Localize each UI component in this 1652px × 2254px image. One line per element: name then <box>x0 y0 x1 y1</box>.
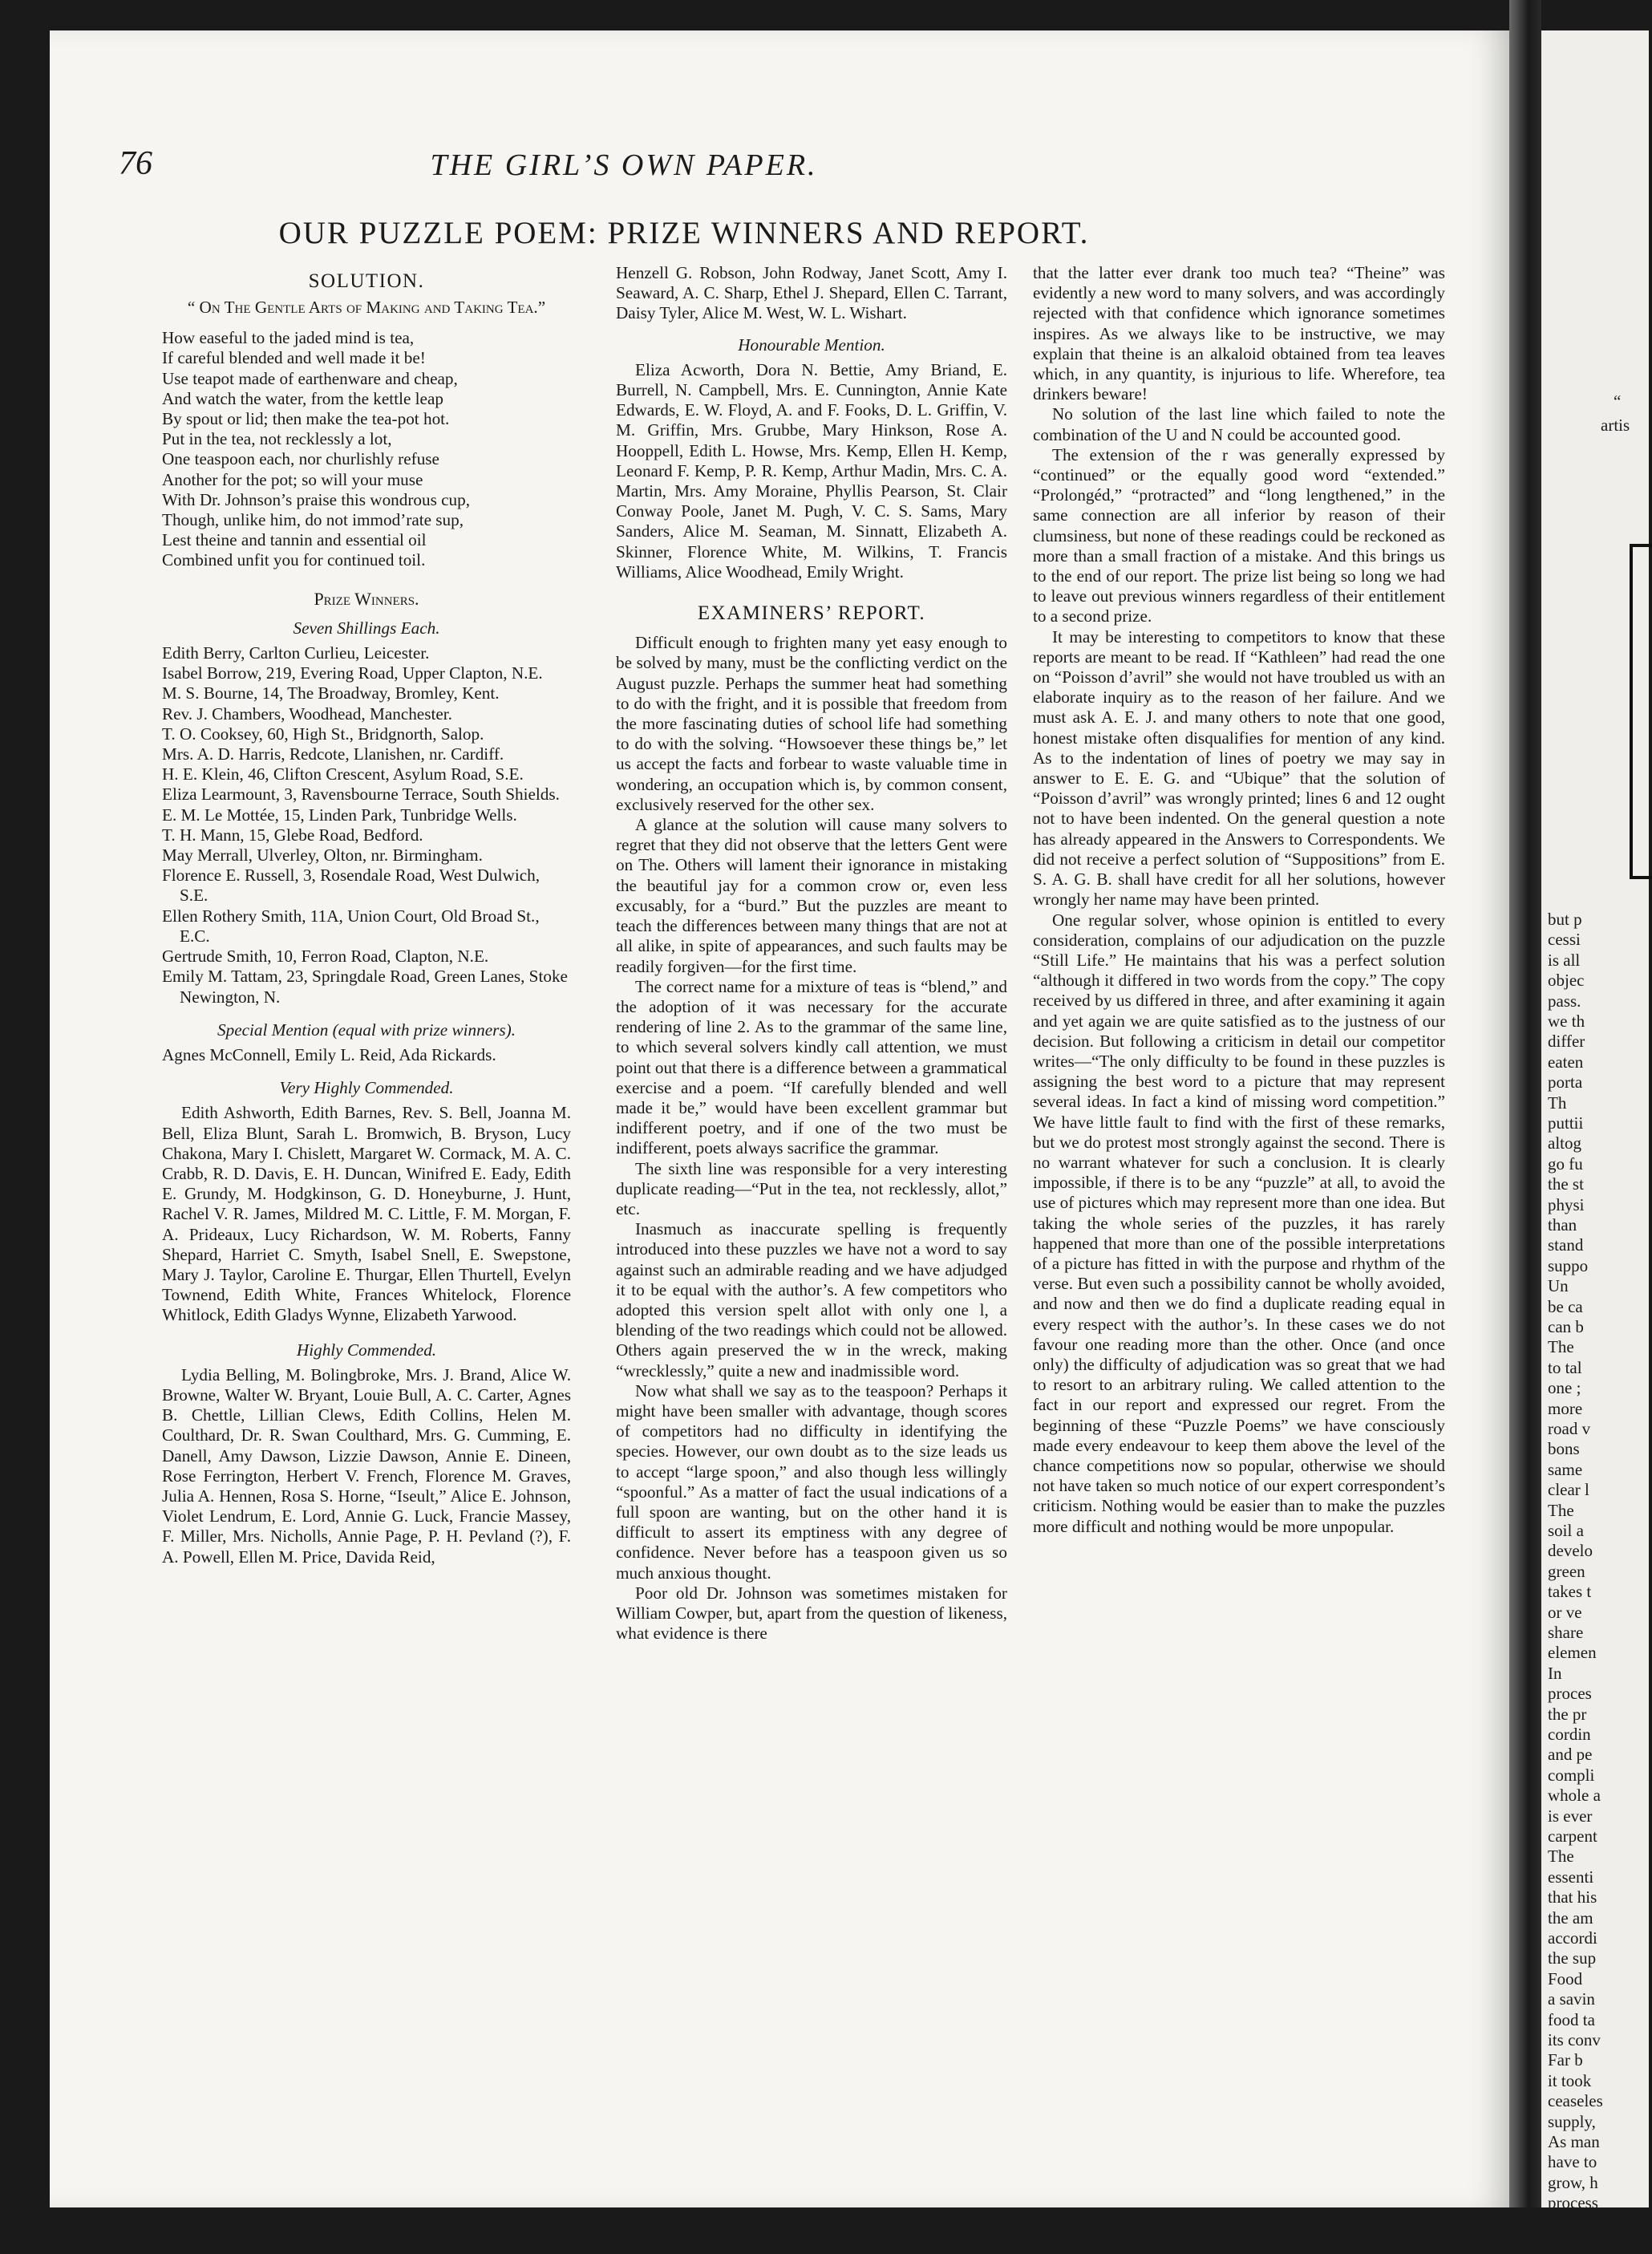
adjacent-text-fragment: more <box>1548 1398 1583 1418</box>
poem-line: Though, unlike him, do not immod’rate sup, <box>162 510 464 530</box>
adjacent-text-fragment: be ca <box>1548 1296 1583 1316</box>
journal-title: THE GIRL’S OWN PAPER. <box>430 148 818 182</box>
report-paragraph: It may be interesting to competitors to know that these reports are meant to be read. If “Kathleen” had read the one on “Poisson d’avril” she would not have troubled us with an elaborate inquiry as to the reason of her failure. And we must ask A. E. J. and many others to note that one good, honest mistake often disqualifies for mention of any kind. As to the indentation of lines of poetry we may say in answer to E. E. G. and “Ubique” that the solution of “Poisson d’avril” was wrongly printed; lines 6 and 12 ought not to have been indented. On the general question a note has already appeared in the Answers to Correspondents. We did not receive a perfect solution of “Suppositions” from E. S. A. G. B. shall have credit for all her solutions, however wrongly her name may have been printed. <box>1033 626 1445 910</box>
poem-line: And watch the water, from the kettle leap <box>162 388 443 408</box>
adjacent-text-fragment: govern <box>1548 2213 1595 2233</box>
adjacent-page-fragment <box>1541 30 1649 2253</box>
column-2 <box>616 263 1007 1644</box>
adjacent-text-fragment: eaten <box>1548 1052 1584 1072</box>
adjacent-text-fragment: pass. <box>1548 991 1581 1011</box>
adjacent-text-fragment: artis <box>1601 416 1630 435</box>
prize-winners-heading: Prize Winners. <box>314 588 419 609</box>
column-1 <box>162 263 571 1567</box>
report-paragraph: Poor old Dr. Johnson was sometimes mistaken for William Cowper, but, apart from the question of likeness, what evidence is there <box>616 1583 1007 1644</box>
adjacent-text-fragment: Food <box>1548 1968 1583 1988</box>
adjacent-text-fragment: altog <box>1548 1133 1581 1153</box>
adjacent-text-fragment: Far b <box>1548 2050 1583 2070</box>
adjacent-text-fragment: compli <box>1548 1765 1595 1785</box>
solution-poem <box>162 328 571 570</box>
adjacent-illustration-frame <box>1630 544 1652 879</box>
report-paragraph: Inasmuch as inaccurate spelling is frequently introduced into these puzzles we have not a word to say against such an admirable reading and we have adjudged it to be equal with the author’s. A few competitors who adopted this version spelt allot with only one l, a blending of the two readings which could not be allowed. Others again preserved the w in the wreck, making “wrecklessly,” quite a new and inadmissible word. <box>616 1219 1007 1380</box>
adjacent-text-fragment: same <box>1548 1459 1583 1479</box>
very-highly-commended-text: Edith Ashworth, Edith Barnes, Rev. S. Bell, Joanna M. Bell, Eliza Blunt, Sarah L. Bromwich, B. Bryson, Lucy Chakona, Mary I. Chislett, Margaret W. Cormack, M. A. C. Crabb, R. D. Davis, E. H. Duncan, Winifred E. Eady, Edith E. Grundy, M. Hodgkinson, G. D. Honeyburne, J. Hunt, Rachel V. R. James, Mildred M. C. Little, F. M. Morgan, F. A. Prideaux, Lucy Richardson, W. M. Roberts, Fanny Shepard, Harriet C. Smyth, Isabel Snell, E. Swepstone, Mary J. Taylor, Caroline E. Thurgar, Ellen Thurtell, Evelyn Townend, Edith White, Frances Whitelock, Florence Whitlock, Edith Gladys Wynne, Elizabeth Yarwood. <box>162 1103 571 1325</box>
book-gutter <box>1509 0 1541 2207</box>
adjacent-text-fragment: differ <box>1548 1032 1585 1052</box>
highly-commended-heading: Highly Commended. <box>296 1340 437 1360</box>
adjacent-text-fragment: takes t <box>1548 1582 1592 1602</box>
adjacent-text-fragment: The <box>1548 1847 1574 1867</box>
adjacent-text-fragment: Un <box>1548 1276 1569 1296</box>
adjacent-text-fragment: whole a <box>1548 1786 1601 1806</box>
winner-entry: Edith Berry, Carlton Curlieu, Leicester. <box>162 643 430 663</box>
poem-line: Lest theine and tannin and essential oil <box>162 530 427 550</box>
adjacent-text-fragment: process <box>1548 2193 1598 2213</box>
poem-line: Use teapot made of earthenware and cheap, <box>162 368 458 388</box>
seven-shillings-heading: Seven Shillings Each. <box>293 618 440 638</box>
page-number: 76 <box>119 145 152 182</box>
poem-line: One teaspoon each, nor churlishly refuse <box>162 449 439 469</box>
adjacent-text-fragment: physi <box>1548 1194 1585 1214</box>
solution-heading: SOLUTION. <box>308 270 425 292</box>
adjacent-text-fragment: is all <box>1548 950 1581 970</box>
winner-entry: E. M. Le Mottée, 15, Linden Park, Tunbridge Wells. <box>162 805 517 825</box>
adjacent-text-fragment: As man <box>1548 2132 1600 2151</box>
poem-line: Put in the tea, not recklessly a lot, <box>162 429 392 449</box>
poem-line: Combined unfit you for continued toil. <box>162 550 426 570</box>
adjacent-text-fragment: than <box>1548 1215 1577 1234</box>
adjacent-text-fragment: have to <box>1548 2152 1597 2172</box>
winner-entry: Emily M. Tattam, 23, Springdale Road, Green Lanes, Stoke Newington, N. <box>162 967 568 1007</box>
adjacent-text-fragment: it took <box>1548 2070 1592 2090</box>
adjacent-text-fragment: accordi <box>1548 1928 1597 1948</box>
adjacent-text-fragment: “ <box>1614 391 1622 411</box>
adjacent-text-fragment: grow, h <box>1548 2172 1598 2192</box>
adjacent-text-fragment: cessi <box>1548 930 1581 950</box>
report-paragraph: No solution of the last line which failed to note the combination of the U and N could be accounted good. <box>1033 404 1445 444</box>
adjacent-text-fragment: the pr <box>1548 1704 1587 1724</box>
honourable-mention-heading: Honourable Mention. <box>738 334 885 355</box>
report-paragraph: The extension of the r was generally expressed by “continued” or the equally good word “extended.” “Prolongéd,” “protracted” and “long lengthened,” in the same connection are all inferior by reason of their clumsiness, but none of these readings could be reckoned as more than a small fraction of a mistake. And this brings us to the end of our report. The prize list being so long we had to leave out previous winners regardless of their entitlement to a second prize. <box>1033 444 1445 626</box>
adjacent-text-fragment: soil a <box>1548 1521 1584 1540</box>
report-paragraph: The sixth line was responsible for a very interesting duplicate reading—“Put in the tea, not recklessly, allot,” etc. <box>616 1158 1007 1218</box>
winner-entry: Rev. J. Chambers, Woodhead, Manchester. <box>162 703 452 724</box>
adjacent-text-fragment: supply, <box>1548 2111 1596 2131</box>
report-paragraph: One regular solver, whose opinion is entitled to every consideration, complains of our adjudication on the puzzle “Still Life.” He maintains that his was a perfect solution “although it differed in two words from the copy.” The copy received by us differed in three, and after examining it again and yet again we are quite satisfied as to the justness of our decision. But following a criticism in detail our competitor writes—“The only difficulty to be found in these puzzles is assigning the best word to a picture that may represent several ideas. In fact a kind of missing word competition.” We have little fault to find with the first of these remarks, but we do protest most strongly against the second. There is no warrant whatever for such a conclusion. It is clearly impossible, if there is to be any “puzzle” at all, to avoid the use of pictures which may represent more than one idea. But taking the whole series of the puzzles, it has rarely happened that more than one of the possible interpretations of a picture has fitted in with the purpose and rhythm of the verse. But even such a possibility cannot be wholly avoided, and now and then we do find a duplicate reading equal in every respect with the author’s. In these cases we do not favour one reading more than the other. Once (and once only) the difficulty of adjudication was so great that we had to resort to an arbitrary ruling. We called attention to the fact in our report and expressed our regret. From the beginning of these “Puzzle Poems” we have consciously made every endeavour to keep them above the level of the chance competitions now so popular, otherwise we should not have taken so much notice of our expert correspondent’s criticism. Nothing would be easier than to make the puzzles more difficult and nothing would be more unpopular. <box>1033 910 1445 1536</box>
adjacent-text-fragment: food ta <box>1548 2009 1595 2029</box>
adjacent-text-fragment: the sup <box>1548 1948 1597 1968</box>
winner-entry: Isabel Borrow, 219, Evering Road, Upper Clapton, N.E. <box>162 663 543 683</box>
adjacent-text-fragment: road v <box>1548 1419 1591 1438</box>
adjacent-text-fragment: The <box>1548 1337 1574 1357</box>
adjacent-text-fragment: or ve <box>1548 1602 1582 1622</box>
report-paragraph: Difficult enough to frighten many yet easy enough to be solved by many, must be the conflicting verdict on the August puzzle. Perhaps the summer heat had something to do with the fright, and it is possible that freedom from the more fascinating duties of school life had something to do with the solving. “Howsoever these things be,” let us accept the facts and forbear to waste valuable time in wondering, an occupation which is, by common consent, exclusively reserved for the other sex. <box>616 633 1007 814</box>
examiners-report-heading: EXAMINERS’ REPORT. <box>697 602 926 625</box>
winner-entry: T. O. Cooksey, 60, High St., Bridgnorth, Salop. <box>162 724 484 744</box>
adjacent-text-fragment: the am <box>1548 1907 1593 1928</box>
adjacent-text-fragment: puttii <box>1548 1113 1584 1133</box>
report-paragraphs-continued <box>1033 263 1445 1537</box>
highly-commended-continued: Henzell G. Robson, John Rodway, Janet Scott, Amy I. Seaward, A. C. Sharp, Ethel J. Shepard, Ellen C. Tarrant, Daisy Tyler, Alice M. West, W. L. Wishart. <box>616 263 1007 323</box>
special-mention-heading: Special Mention (equal with prize winners). <box>217 1020 516 1040</box>
page-header <box>119 144 1033 189</box>
adjacent-text-fragment: suppo <box>1548 1255 1589 1275</box>
adjacent-text-fragment: but p <box>1548 910 1582 929</box>
winner-entry: H. E. Klein, 46, Clifton Crescent, Asylum Road, S.E. <box>162 764 524 784</box>
adjacent-text-fragment: its conv <box>1548 2030 1601 2049</box>
adjacent-text-fragment: essenti <box>1548 1867 1594 1887</box>
winner-entry: Mrs. A. D. Harris, Redcote, Llanishen, nr. Cardiff. <box>162 744 504 764</box>
solution-subtitle: “ On The Gentle Arts of Making and Taking Tea.” <box>187 298 546 318</box>
winner-entry: Gertrude Smith, 10, Ferron Road, Clapton, N.E. <box>162 947 489 967</box>
article-title: OUR PUZZLE POEM: PRIZE WINNERS AND REPORT. <box>278 216 1090 250</box>
column-3 <box>1033 263 1445 1537</box>
adjacent-text-fragment: clear l <box>1548 1480 1589 1500</box>
winner-entry: M. S. Bourne, 14, The Broadway, Bromley, Kent. <box>162 683 500 703</box>
adjacent-text-fragment: is ever <box>1548 1806 1593 1826</box>
adjacent-text-fragment: a savin <box>1548 1989 1595 2009</box>
report-paragraph: A glance at the solution will cause many solvers to regret that they did not observe that the letters Gent were on The. Others will lament their ignorance in mistaking the beautiful jay for a common crow or, even less excusably, for a “burd.” But the puzzles are meant to teach the differences between many things that are not at all alike, in spite of appearances, and such faults may be readily forgiven—for the first time. <box>616 815 1007 976</box>
poem-line: If careful blended and well made it be! <box>162 348 426 368</box>
winner-entry: T. H. Mann, 15, Glebe Road, Bedford. <box>162 825 423 845</box>
adjacent-text-fragment: ceaseles <box>1548 2091 1603 2111</box>
adjacent-text-fragment: In <box>1548 1663 1562 1683</box>
winner-entry: Eliza Learmount, 3, Ravensbourne Terrace, South Shields. <box>162 784 560 805</box>
adjacent-text-fragment: long as <box>1548 2234 1597 2253</box>
adjacent-text-fragment: carpent <box>1548 1826 1597 1846</box>
adjacent-text-fragment: we th <box>1548 1011 1585 1031</box>
adjacent-text-fragment: one ; <box>1548 1378 1581 1398</box>
report-paragraph: Now what shall we say as to the teaspoon? Perhaps it might have been smaller with advantage, though scores of competitors had no difficulty in identifying the species. However, our own doubt as to the size leads us to accept “large spoon,” and also though less willingly “spoonful.” As a matter of fact the usual indications of a full spoon are wanting, but on the other hand it is difficult to assert its emptiness with any degree of confidence. Never before has a teaspoon given us so much anxious thought. <box>616 1380 1007 1583</box>
adjacent-text-fragment: the st <box>1548 1174 1584 1194</box>
adjacent-text-fragment: objec <box>1548 971 1585 991</box>
honourable-mention-text: Eliza Acworth, Dora N. Bettie, Amy Briand, E. Burrell, N. Campbell, Mrs. E. Cunnington, Annie Kate Edwards, E. W. Floyd, A. and F. Fooks, D. L. Griffin, V. M. Griffin, Mrs. Grubbe, Mary Hinkson, Rose A. Hooppell, Edith L. Howse, Mrs. Kemp, Ellen H. Kemp, Leonard F. Kemp, P. R. Kemp, Arthur Madin, Mrs. C. A. Martin, Mrs. Amy Moraine, Phyllis Pearson, St. Clair Conway Poole, Janet M. Pugh, V. C. S. Sams, Mary Sanders, Alice M. Seaman, M. Sinnatt, Elizabeth A. Skinner, Florence White, M. Wilkins, T. Francis Williams, Alice Woodhead, Emily Wright. <box>616 359 1007 582</box>
poem-line: How easeful to the jaded mind is tea, <box>162 328 415 348</box>
adjacent-text-fragment: that his <box>1548 1887 1597 1907</box>
poem-line: With Dr. Johnson’s praise this wondrous cup, <box>162 489 471 509</box>
special-mention-text: Agnes McConnell, Emily L. Reid, Ada Rickards. <box>162 1044 496 1064</box>
poem-line: Another for the pot; so will your muse <box>162 469 423 489</box>
adjacent-text-fragment: cordin <box>1548 1725 1591 1744</box>
adjacent-text-fragment: share <box>1548 1623 1584 1642</box>
winner-entry: May Merrall, Ulverley, Olton, nr. Birmingham. <box>162 845 483 866</box>
adjacent-text-fragment: green <box>1548 1561 1585 1581</box>
poem-line: By spout or lid; then make the tea-pot hot. <box>162 409 450 429</box>
report-paragraph: The correct name for a mixture of teas is “blend,” and the adoption of it was necessary for the accurate rendering of line 2. As to the grammar of the same line, to which several solvers kindly call attention, we must point out that there is a difference between a grammatical exercise and a poem. “If carefully blended and well made it be,” would have been excellent grammar but indifferent poetry, and if one of the two must be indifferent, poets always sacrifice the grammar. <box>616 976 1007 1158</box>
adjacent-text-fragment: to tal <box>1548 1357 1582 1377</box>
adjacent-text-fragment: develo <box>1548 1541 1593 1561</box>
highly-commended-text: Lydia Belling, M. Bolingbroke, Mrs. J. Brand, Alice W. Browne, Walter W. Bryant, Louie Bull, A. C. Carter, Agnes B. Chettle, Lillian Clews, Edith Collins, Helen M. Coulthard, Dr. R. Swan Coulthard, Mrs. G. Cumming, E. Danell, Amy Dawson, Lizzie Dawson, Annie E. Dineen, Rose Ferrington, Herbert V. French, Florence M. Graves, Julia A. Hennen, Rosa S. Horne, “Iseult,” Alice E. Johnson, Violet Lendrum, E. Lord, Annie G. Luck, Francie Massey, F. Miller, Mrs. Nicholls, Annie Page, P. H. Pevland (?), F. A. Powell, Ellen M. Price, Davida Reid, <box>162 1364 571 1567</box>
winners-list <box>162 643 571 1007</box>
adjacent-text-fragment: bons <box>1548 1439 1580 1459</box>
adjacent-text-fragment: porta <box>1548 1072 1583 1093</box>
winner-entry: Florence E. Russell, 3, Rosendale Road, West Dulwich, S.E. <box>162 866 541 906</box>
adjacent-text-fragment: and pe <box>1548 1745 1593 1765</box>
adjacent-text-fragment: elemen <box>1548 1643 1597 1663</box>
report-paragraphs <box>616 633 1007 1644</box>
winner-entry: Ellen Rothery Smith, 11A, Union Court, Old Broad St., E.C. <box>162 906 540 946</box>
report-paragraph: that the latter ever drank too much tea? “Theine” was evidently a new word to many solvers, and was accordingly rejected with that confidence which ignorance sometimes inspires. As we always like to be instructive, we may explain that theine is an alkaloid obtained from tea leaves which, in any quantity, is injurious to life. Wherefore, tea drinkers beware! <box>1033 263 1445 404</box>
adjacent-text-fragment: The <box>1548 1500 1574 1520</box>
adjacent-text-fragment: Th <box>1548 1093 1567 1113</box>
adjacent-text-fragment: proces <box>1548 1684 1592 1704</box>
adjacent-text-fragment: stand <box>1548 1235 1584 1255</box>
adjacent-text-fragment: go fu <box>1548 1153 1583 1174</box>
adjacent-text-fragment: can b <box>1548 1317 1584 1336</box>
very-highly-commended-heading: Very Highly Commended. <box>279 1078 454 1098</box>
